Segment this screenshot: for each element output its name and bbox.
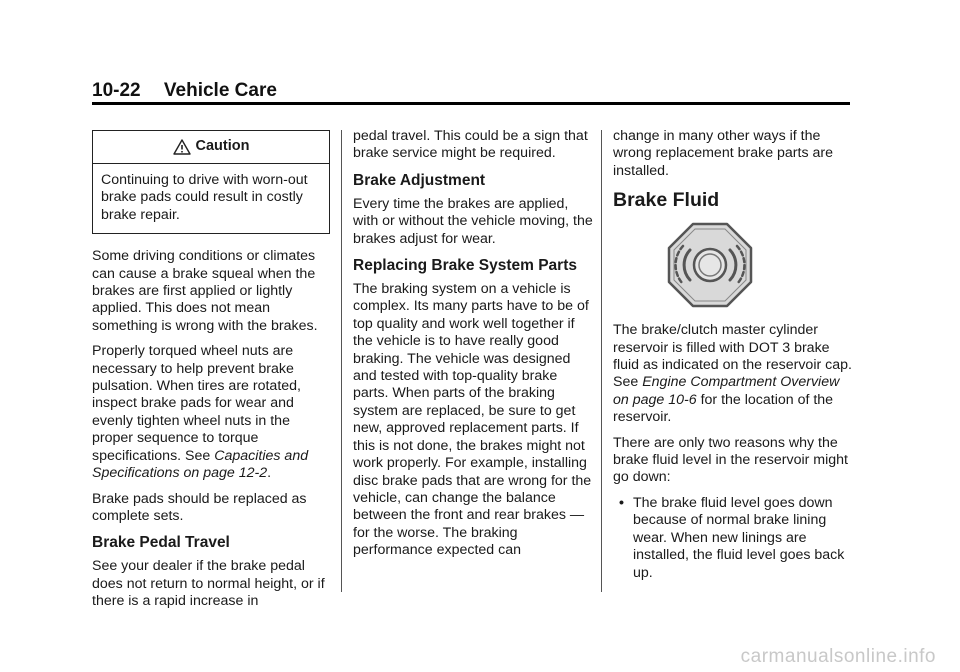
column-3: [613, 128, 853, 582]
paragraph: See your dealer if the brake pedal does not return to normal height, or if there is a rapid increase in: [92, 558, 325, 610]
paragraph: Every time the brakes are applied, with or without the vehicle moving, the brakes adjust for wear.: [353, 195, 593, 247]
paragraph-text: The brake/clutch master cylinder reservoir is filled with DOT 3 brake fluid as indicated on the reservoir cap. See: [613, 322, 852, 391]
caution-text: Continuing to drive with worn-out brake pads could result in costly brake repair.: [101, 172, 308, 223]
paragraph: Brake pads should be replaced as complete sets.: [92, 490, 307, 524]
column-2: [353, 128, 593, 568]
list-item: • The brake fluid level goes down because of normal brake lining wear. When new linings are installed, the fluid level goes back up.: [613, 495, 853, 582]
header-rule: [92, 102, 850, 105]
page-header: [92, 80, 277, 102]
capacities-link[interactable]: Capacities and Specifications on page 12-2: [92, 447, 309, 482]
bullet-list: [613, 495, 853, 582]
heading-replacing-parts: Replacing Brake System Parts: [353, 257, 577, 275]
heading-brake-pedal-travel: Brake Pedal Travel: [92, 534, 230, 552]
paragraph-end: .: [267, 465, 272, 482]
column-divider-2: [601, 130, 602, 592]
column-1: [92, 130, 332, 619]
paragraph: pedal travel. This could be a sign that brake service might be required.: [353, 128, 588, 162]
brake-fluid-cap-icon: [667, 222, 753, 308]
column-divider-1: [341, 130, 342, 592]
paragraph-text: Properly torqued wheel nuts are necessary to help prevent brake pulsation. When tires are rotated, inspect brake pads for wear and evenly tighten wheel nuts in the proper sequence to torque specifications. See: [92, 343, 301, 464]
section-title: Vehicle Care: [163, 80, 277, 101]
paragraph: There are only two reasons why the brake fluid level in the reservoir might go down:: [613, 434, 848, 486]
paragraph: Some driving conditions or climates can cause a brake squeal when the brakes are first applied or lightly applied. This does not mean something is wrong with the brakes.: [92, 248, 318, 334]
paragraph: [613, 322, 853, 426]
heading-brake-adjustment: Brake Adjustment: [353, 171, 486, 189]
paragraph: The braking system on a vehicle is complex. Its many parts have to be of top quality and work well together if the vehicle is to have really good braking. The vehicle was designed and tested with top-quality brake parts. When parts of the braking system are replaced, be sure to get new, approved replacement parts. If this is not done, the brakes might not work properly. For example, installing disc brake pads that are wrong for the vehicle, can change the balance between the front and rear brakes — for the worse. The braking performance expected can: [353, 281, 592, 559]
heading-brake-fluid: Brake Fluid: [613, 189, 720, 212]
caution-title: Caution: [195, 138, 250, 155]
paragraph-end: for the location of the reservoir.: [613, 391, 834, 426]
caution-box: [92, 130, 330, 234]
paragraph: [92, 343, 332, 482]
paragraph: change in many other ways if the wrong replacement brake parts are installed.: [613, 128, 834, 179]
caution-header: [93, 131, 329, 164]
page-number: 10-22: [92, 80, 141, 101]
warning-icon: [173, 139, 191, 155]
engine-compartment-link[interactable]: Engine Compartment Overview on page 10-6: [613, 374, 840, 408]
watermark: carmanualsonline.info: [740, 646, 936, 667]
